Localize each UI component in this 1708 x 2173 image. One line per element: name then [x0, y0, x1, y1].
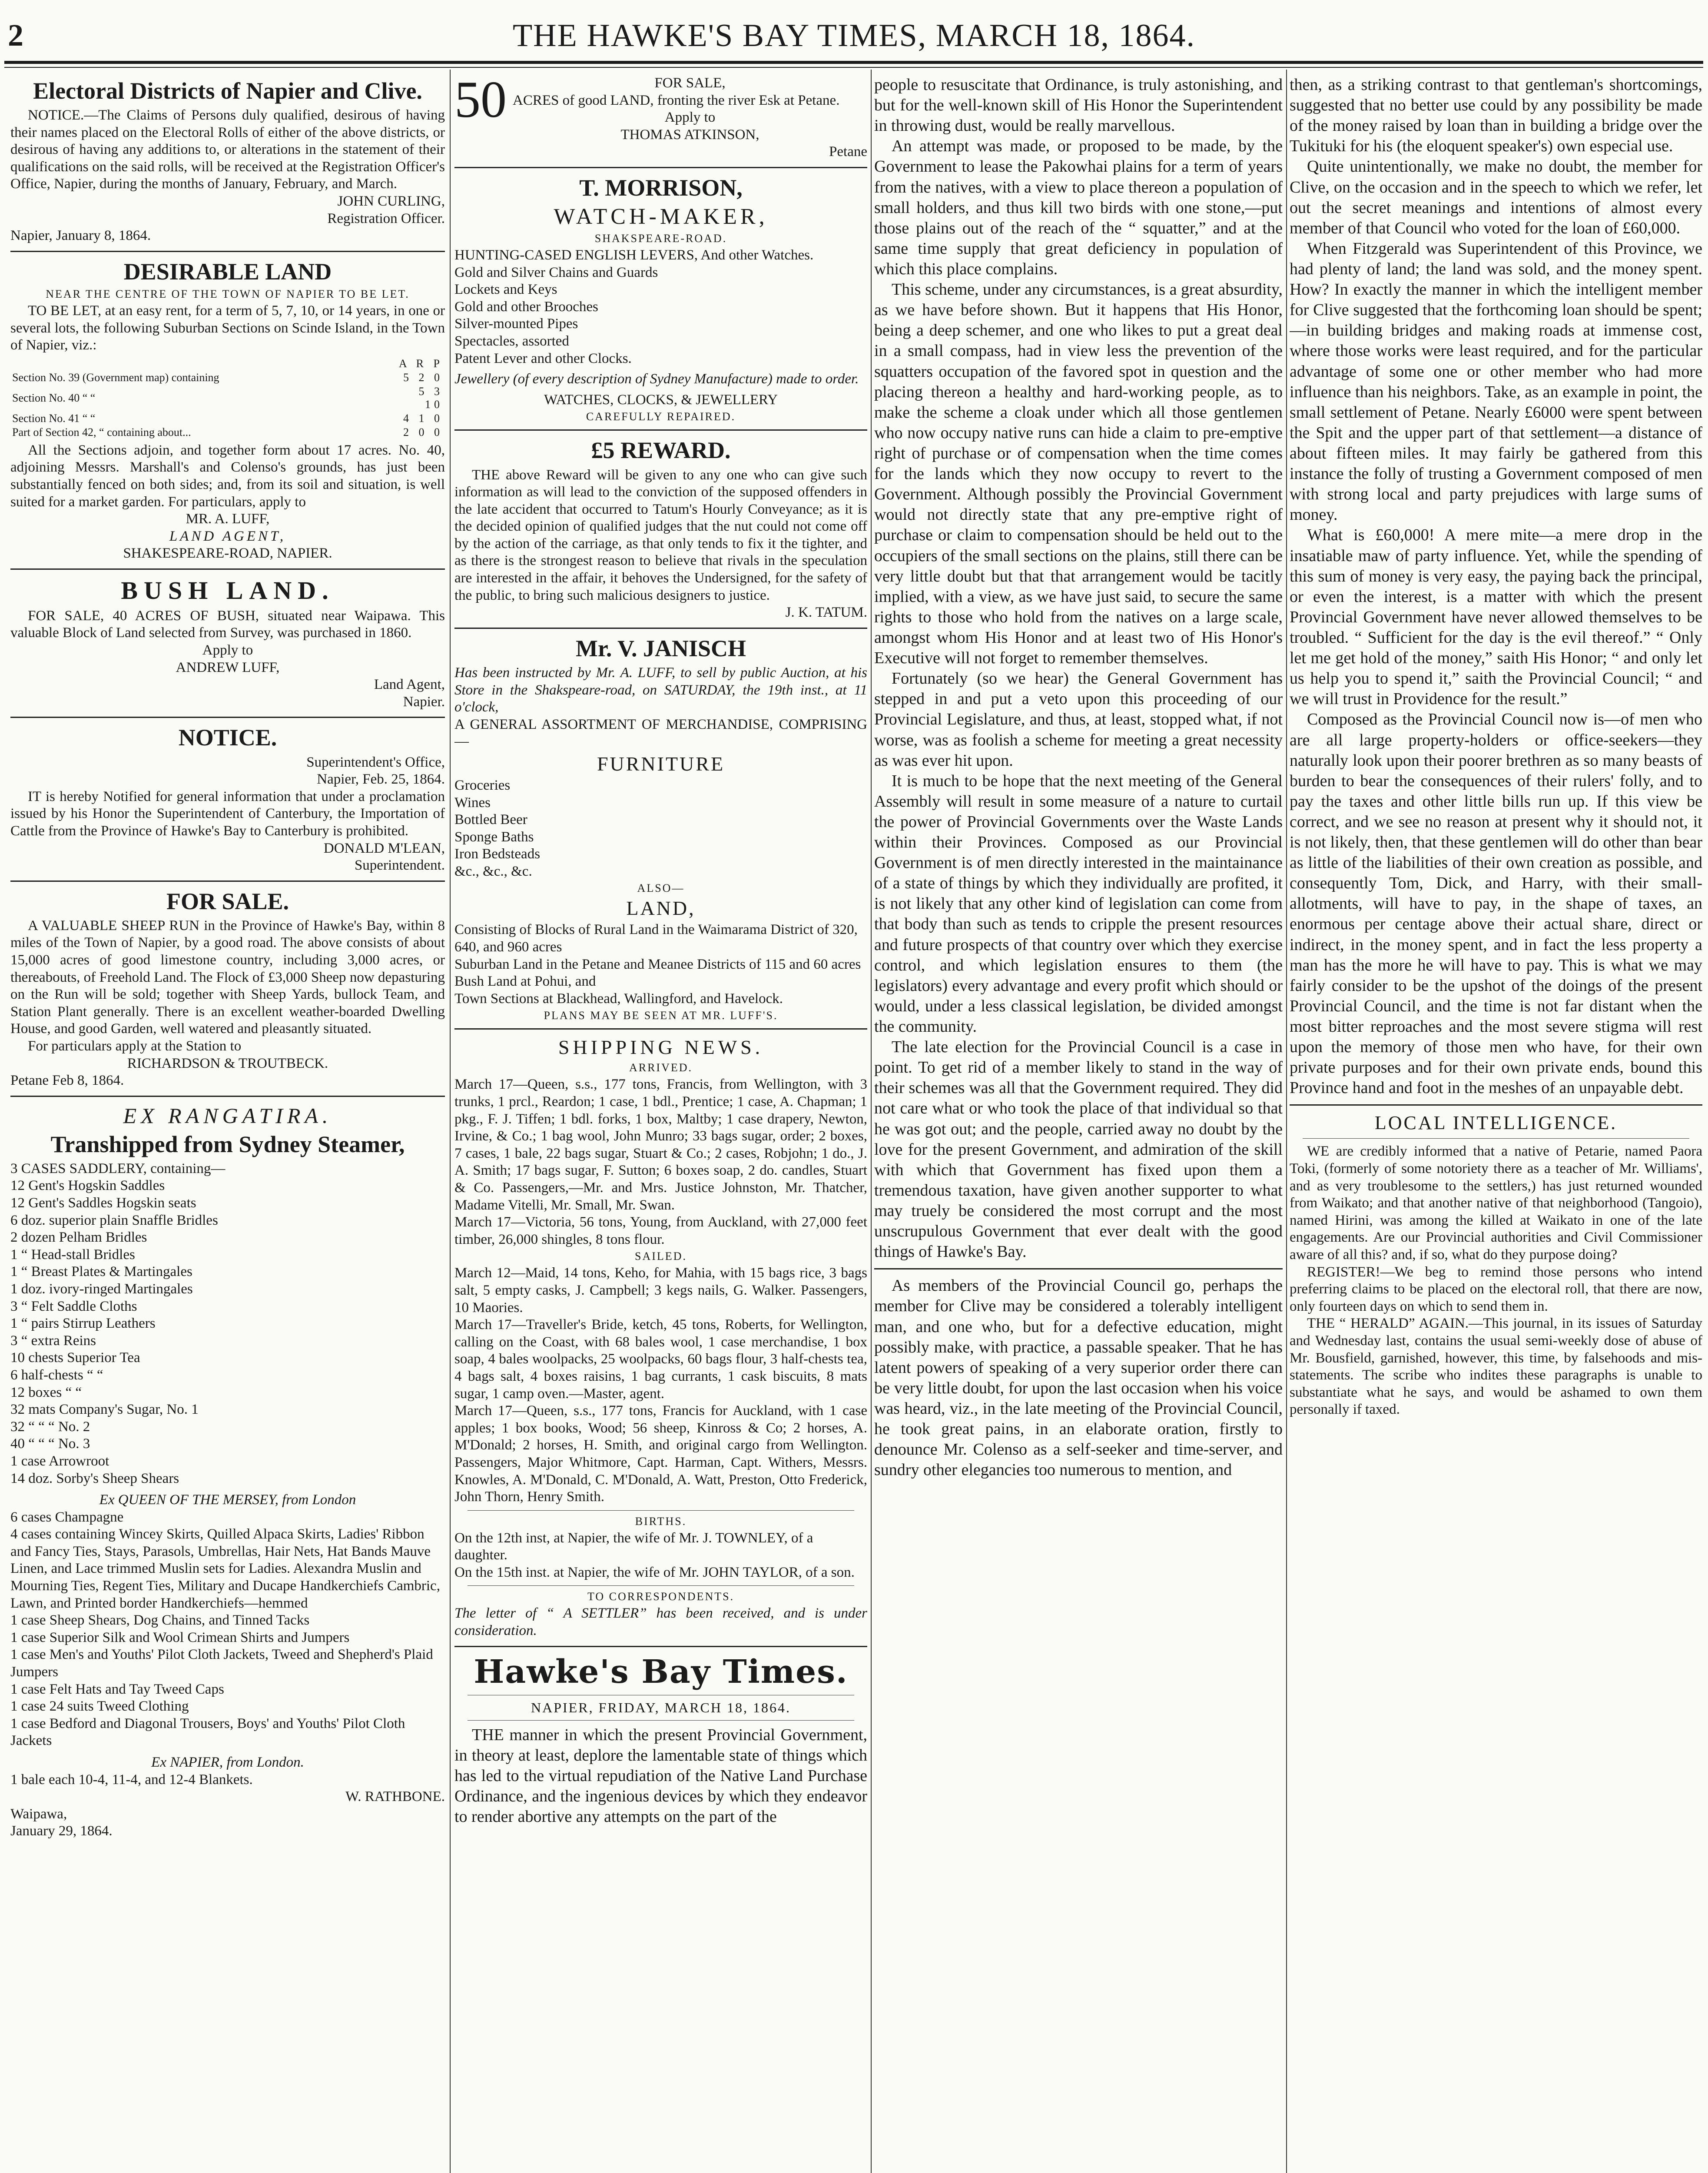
bush-land-ad	[10, 576, 445, 711]
correspondents-text: The letter of “ A SETTLER” has been received, and is under consideration.	[454, 1605, 867, 1639]
local-paragraph: THE “ HERALD” AGAIN.—This journal, in its issues of Saturday and Wednesday last, contains the usual semi-weekly dose of abuse of Mr. Bousfield, garnished, however, this time, by falsehoods and mis-statements. The scribe who indites these paragraphs is unable to substantiate what he says, and would be ashamed to own them personally if taxed.	[1290, 1316, 1702, 1418]
column-4	[1290, 75, 1702, 2173]
divider	[454, 628, 867, 629]
reward-signer: J. K. TATUM.	[785, 605, 867, 621]
bush-heading: BUSH LAND.	[121, 576, 335, 605]
reward-ad	[454, 437, 867, 621]
lot-label: Part of Section 42, “ containing about...	[12, 425, 191, 439]
morrison-footer: WATCHES, CLOCKS, & JEWELLERY	[544, 392, 778, 408]
janisch-plans: PLANS MAY BE SEEN AT MR. LUFF'S.	[544, 1009, 778, 1022]
article-paragraph: Fortunately (so we hear) the General Government has stepped in and put a veto upon this proceeding of our Provincial Legislature, and thus, at least, stopped what, if not worse, was as foolish a scheme for meeting a great necessity as was ever hit upon.	[874, 669, 1283, 770]
notice-body: IT is hereby Notified for general information that under a proclamation issued by his Honor the Superintendent of Canterbury, the Importation of Cattle from the Province of Hawke's Bay to Canterbury is prohibited.	[10, 788, 445, 839]
electoral-heading: Electoral Districts of Napier and Clive.	[33, 78, 422, 104]
local-paragraph: REGISTER!—We beg to remind those persons who intend preferring claims to be placed on the electoral roll, that there are now, only fourteen days on which to send them in.	[1290, 1264, 1702, 1314]
shipping-news	[454, 1036, 867, 1639]
article-paragraph: As members of the Provincial Council go, perhaps the member for Clive may be considered a tolerably intelligent man, and one who, but for a defective education, might possibly make, with practice, a passable speaker. That he has latent powers of speaking of a very superior order there can be very little doubt, for upon the last occasion when his voice was heard, viz., in the late meeting of the Provincial Council, he took great pains, in an elaborate oration, firstly to denounce Mr. Colenso as a self-seeker and time-server, and sundry other elegancies too numerous to mention, and	[874, 1276, 1283, 1479]
electoral-signer-title: Registration Officer.	[327, 210, 445, 226]
article-paragraph: When Fitzgerald was Superintendent of this Province, we had plenty of land; the land was sold, and the money spent. How? In exactly the manner in which the intelligent member for Clive suggested that the forthcoming loan should be spent;—in building bridges and making roads at immense cost, where those works were least required, and for the particular advantage of some one or other member who had more influence than his neighbors. Take, as an example in point, the small settlement of Petane. Nearly £6000 were spent between the Spit and the upper part of that settlement—a distance of about fifteen miles. It may fairly be gathered from this instance the folly of trusting a Government composed of men with strong local and party prejudices with large sums of money.	[1290, 239, 1702, 524]
fifty-signer: THOMAS ATKINSON,	[620, 126, 759, 143]
lot-value: 4 1 0	[403, 412, 443, 425]
divider	[10, 568, 445, 570]
for-sale-apply: For particulars apply at the Station to	[28, 1038, 242, 1054]
editorial-start: THE manner in which the present Provincial Government, in theory at least, deplore the lamentable state of things which has led to the virtual repudiation of the Native Land Purchase Ordinance, and the ingenious devices by which they endeavor to render abortive any attempts on the part of the	[454, 1725, 867, 1826]
page-number: 2	[8, 18, 23, 53]
table-row	[10, 425, 445, 439]
reward-heading: £5 REWARD.	[591, 437, 731, 464]
lot-value: 5 2 0	[403, 371, 443, 384]
rangatira-ad	[10, 1103, 445, 1840]
lot-value: 5 3 10	[418, 385, 443, 411]
sailed-text: March 12—Maid, 14 tons, Keho, for Mahia, with 15 bags rice, 3 bags salt, 5 empty casks, J. Campbell; 3 kegs nails, G. Walker. Passengers, 10 Maories. March 17—Traveller's Bride, ketch, 45 tons, Roberts, for Wellington, calling on the Coast, with 68 bales wool, 1 case merchandise, 1 box soap, 4 bales woolpacks, 25 woolpacks, 60 bags flour, 3 half-chests tea, 4 bags salt, 4 boxes raisins, 1 bag currants, 1 cask biscuits, 8 mats sugar, 1 camp oven.—Master, agent. March 17—Queen, s.s., 177 tons, Francis for Auckland, with 1 case apples; 1 box books, Wood; 56 sheep, Kinross & Co; 2 horses, A. M'Donald; 2 horses, H. Smith, and original cargo from Wellington. Passengers, Major Whitmore, Capt. Harman, Capt. Withers, Messrs. Knowles, A. M'Donald, C. M'Donald, A. Watt, Preston, Otto Frederick, John Thorn, Henry Smith.	[454, 1265, 867, 1505]
lot-label: Section No. 39 (Government map) containing	[12, 371, 219, 384]
desirable-subheading: NEAR THE CENTRE OF THE TOWN OF NAPIER TO BE LET.	[46, 287, 410, 300]
janisch-assortment: A GENERAL ASSORTMENT OF MERCHANDISE, COMPRISING—	[454, 716, 867, 750]
notice-ad	[10, 724, 445, 874]
divider	[468, 1585, 854, 1586]
births-label: BIRTHS.	[635, 1515, 687, 1528]
desirable-heading: DESIRABLE LAND	[123, 258, 332, 285]
table-row	[10, 371, 445, 385]
rangatira-subheading: Transhipped from Sydney Steamer,	[50, 1131, 405, 1157]
reward-body: THE above Reward will be given to any one who can give such information as will lead to the conviction of the supposed offenders in the late accident that occurred to Tatum's Hourly Conveyance; as it is the decided opinion of qualified judges that the nut could not come off by the action of the carriage, as that only tends to fix it the tighter, and as there is the strongest reason to believe that rivals in the speculation are interested in the affair, it behoves the Undersigned, for the safety of the public, to bring such malicious designers to justice.	[454, 467, 867, 603]
table-row	[10, 412, 445, 425]
morrison-heading-2: WATCH-MAKER,	[554, 204, 768, 229]
divider	[10, 880, 445, 882]
desirable-after: All the Sections adjoin, and together form about 17 acres. No. 40, adjoining Messrs. Marshall's and Colenso's grounds, has just been substantially fenced on both sides; and, from its soil and situation, is well suited for a market garden. For particulars, apply to	[10, 442, 445, 510]
column-divider	[1286, 70, 1287, 2173]
article-paragraph: people to resuscitate that Ordinance, is truly astonishing, and but for the well-known skill of His Honor the Superintendent in throwing dust, would be really marvellous.	[874, 76, 1283, 135]
births-text: On the 12th inst, at Napier, the wife of Mr. J. TOWNLEY, of a daughter. On the 15th inst. at Napier, the wife of Mr. JOHN TAYLOR, of a son.	[454, 1530, 855, 1580]
arrived-text: March 17—Queen, s.s., 177 tons, Francis, from Wellington, with 3 trunks, 1 prcl., Reardon; 1 case, 1 bdl., Prentice; 1 case, A. Chapman; 1 pkg., F. J. Tiffen; 1 bdl. forks, 1 box, Maltby; 1 case drapery, Newton, Irvine, & Co.; 1 bag wool, John Munro; 33 bags sugar, order; 2 boxes, 7 cases, 1 bale, 22 bags sugar, Stuart & Co.; 2 cases, Robjohn; 1 do., J. A. Smith; 17 bags sugar, F. Sutton; 6 boxes soap, 2 do. candles, Stuart & Co. Passengers,—Mr. and Mrs. Justice Johnston, Mr. Thatcher, Madame Vitelli, Mr. Small, Mr. Swan. March 17—Victoria, 56 tons, Young, from Auckland, with 27,000 feet timber, 26,000 shingles, 8 tons flour.	[454, 1077, 867, 1247]
fifty-body: ACRES of good LAND, fronting the river Esk at Petane.	[513, 92, 840, 108]
for-sale-ad	[10, 888, 445, 1090]
notice-date: Napier, Feb. 25, 1864.	[317, 771, 445, 787]
bush-apply: Apply to	[202, 642, 253, 658]
rangatira-heading: EX RANGATIRA.	[123, 1103, 332, 1128]
desirable-land-ad	[10, 258, 445, 562]
for-sale-signer: RICHARDSON & TROUTBECK.	[127, 1055, 328, 1071]
electoral-signer: JOHN CURLING,	[337, 193, 445, 209]
janisch-land-body: Consisting of Blocks of Rural Land in the Waimarama District of 320, 640, and 960 acres Suburban Land in the Petane and Meanee Districts of 115 and 60 acres Bush Land at Pohui, and Town Sections at Blackhead, Wallingford, and Havelock.	[454, 922, 861, 1007]
editorial-masthead	[454, 1653, 867, 1721]
correspondents-label: TO CORRESPONDENTS.	[587, 1590, 735, 1603]
column-divider	[450, 70, 451, 2173]
column-divider	[871, 70, 872, 2173]
divider	[468, 1510, 854, 1511]
lot-label: Section No. 40 “ “	[12, 391, 96, 404]
shipping-heading: SHIPPING NEWS.	[558, 1036, 764, 1059]
article-paragraph: Composed as the Provincial Council now is—of men who are all large property-holders or office-seekers—they naturally look upon their poorer brethren as so many beasts of burden to bear the consequences of their rulers' folly, and to pay the taxes and other little bills run up. If this view be correct, and we see no reason at present why it should not, it is not likely, then, that these gentlemen will do other than bear as little of the liabilities of their own creation as possible, and consequently Tom, Dick, and Harry, with their small-allotments, will have to pay, in the shape of taxes, an enormous per centage above their actual share, direct or indirect, in the money spent, and in fact the less property a man has the more he will have to pay. This is what we may fairly consider to be the upshot of the doings of the present Provincial Council, and the time is not far distant when the most bitter reproaches and the most severe stigma will rest upon the memory of those men who have, for their own private purposes and for their own private ends, bound this Province hand and foot in the meshes of an unpayable debt.	[1290, 710, 1702, 1097]
notice-signer-title: Superintendent.	[354, 857, 445, 874]
column-2	[454, 75, 867, 2173]
divider	[454, 1028, 867, 1030]
lot-value: 2 0 0	[403, 425, 443, 439]
janisch-intro: Has been instructed by Mr. A. LUFF, to sell by public Auction, at his Store in the Shakspeare-road, on SATURDAY, the 19th inst., at 11 o'clock,	[454, 665, 867, 715]
napier-heading: Ex NAPIER, from London.	[151, 1754, 304, 1770]
for-sale-date: Petane Feb 8, 1864.	[10, 1073, 124, 1089]
divider	[1290, 1104, 1702, 1106]
table-row	[10, 385, 445, 412]
desirable-signer-2: LAND AGENT,	[169, 528, 286, 544]
electoral-notice	[10, 77, 445, 245]
article-paragraph: Quite unintentionally, we make no doubt, the member for Clive, on the occasion and in the speech to which we refer, let out the secret meanings and intentions of almost every member of that Council who voted for the loan of £60,000.	[1290, 157, 1702, 237]
masthead	[0, 0, 1708, 74]
bush-signer-2: Land Agent,	[374, 677, 445, 693]
rangatira-signer: W. RATHBONE.	[345, 1789, 445, 1805]
fifty-number: 50	[454, 75, 507, 128]
morrison-footer-2: CAREFULLY REPAIRED.	[586, 410, 736, 423]
lots-table-head: A R P	[398, 357, 443, 370]
desirable-body: TO BE LET, at an easy rent, for a term of 5, 7, 10, or 14 years, in one or several lots, the following Suburban Sections on Scinde Island, in the Town of Napier, viz.:	[10, 302, 445, 353]
morrison-italic: Jewellery (of every description of Sydney Manufacture) made to order.	[454, 371, 859, 387]
local-intelligence-heading: LOCAL INTELLIGENCE.	[1374, 1112, 1618, 1134]
fifty-acres-ad	[454, 75, 867, 161]
lots-table	[10, 357, 445, 439]
bush-signer-3: Napier.	[403, 694, 445, 710]
article-paragraph: This scheme, under any circumstances, is a great absurdity, as we have before shown. But it happens that His Honor, being a deep schemer, and one who likes to put a great deal in a small compass, had in view less the prevention of the squatters occupation of the favored spot in question and the placing thereon a healthy and hard-working people, as to make the scheme a cloak under which all those gentlemen who now occupy native runs can hide a claim to pre-emptive right of purchase or of compensation when the time comes for the lands which they now occupy to revert to the Government. Although possibly the Provincial Government would not directly state that any pre-emptive right of purchase or claim to compensation should be held out to the occupiers of the small sections on the plains, still there can be very little doubt but that that arrangement would be tacitly implied, with a view, as we have just said, to secure the same rights to those who hold from the natives on a large scale, amongst whom His Honor and at least two of His Honor's Executive will not forget to remember themselves.	[874, 280, 1283, 668]
article-paragraph: What is £60,000! A mere mite—a mere drop in the insatiable maw of party influence. Yet, while the spending of this sum of money is very easy, the paying back the principal, or even the interest, is a matter with which the present Provincial Government have never allowed themselves to be troubled. “ Sufficient for the day is the evil thereof.” “ Only let me get hold of the money,” saith His Honor; “ and only let us help you to spend it,” saith the Provincial Council; “ and we will trust in Providence for the result.”	[1290, 526, 1702, 708]
lot-label: Section No. 41 “ “	[12, 412, 96, 425]
divider	[468, 1720, 854, 1721]
local-paragraph: WE are credibly informed that a native of Petarie, named Paora Toki, (formerly of some notoriety there as a teacher of Mr. Williams', and as very troublesome to the settlers,) has just returned wounded from Waikato; and that another native of that neighborhood (Tangoio), named Hirini, was among the killed at Waikato in one of the late engagements. Are our Provincial authorities and Civil Commissioner aware of all this? and, if so, what do they purpose doing?	[1290, 1143, 1702, 1263]
arrived-label: ARRIVED.	[629, 1061, 693, 1074]
divider	[1303, 1138, 1689, 1139]
article-paragraph: then, as a striking contrast to that gentleman's shortcomings, suggested that no better use could by any possibility be made of the money raised by loan than in building a bridge over the Tukituki for his (the eloquent speaker's) own especial use.	[1290, 76, 1702, 156]
column-3	[874, 75, 1283, 2173]
sailed-label: SAILED.	[635, 1250, 687, 1263]
fifty-apply: Apply to	[664, 110, 716, 126]
bush-signer: ANDREW LUFF,	[176, 659, 280, 675]
notice-signer: DONALD M'LEAN,	[323, 840, 445, 856]
morrison-heading: T. MORRISON,	[579, 174, 743, 201]
for-sale-heading: FOR SALE.	[166, 888, 289, 914]
rangatira-list: 3 CASES SADDLERY, containing— 12 Gent's Hogskin Saddles 12 Gent's Saddles Hogskin seats 6 doz. superior plain Snaffle Bridles 2 dozen Pelham Bridles 1 “ Head-stall Bridles 1 “ Breast Plates & Martingales 1 doz. ivory-ringed Martingales 3 “ Felt Saddle Cloths 1 “ pairs Stirrup Leathers 3 “ extra Reins 10 chests Superior Tea 6 half-chests “ “ 12 boxes “ “ 32 mats Company's Sugar, No. 1 32 “ “ “ No. 2 40 “ “ “ No. 3 1 case Arrowroot 14 doz. Sorby's Sheep Shears	[10, 1160, 226, 1486]
queen-list: 6 cases Champagne 4 cases containing Wincey Skirts, Quilled Alpaca Skirts, Ladies' Ribbon and Fancy Ties, Stays, Parasols, Umbrellas, Hair Nets, Hat Bands Mauve Linen, and Lace trimmed Muslin sets for Ladies. Alexandra Muslin and Mourning Ties, Regent Ties, Military and Ducape Handkerchiefs Cambric, Lawn, and Printed border Handkerchiefs—hemmed 1 case Sheep Shears, Dog Chains, and Tinned Tacks 1 case Superior Silk and Wool Crimean Shirts and Jumpers 1 case Men's and Youths' Pilot Cloth Jackets, Tweed and Shepherd's Plaid Jumpers 1 case Felt Hats and Tay Tweed Caps 1 case 24 suits Tweed Clothing 1 case Bedford and Diagonal Trousers, Boys' and Youths' Pilot Cloth Jackets	[10, 1509, 440, 1749]
divider	[10, 1096, 445, 1097]
electoral-body: NOTICE.—The Claims of Persons duly qualified, desirous of having their names placed on the Electoral Rolls of either of the above districts, or desirous of having any additions to, or alterations in the statement of their qualifications on the said rolls, will be received at the Registration Officer's Office, Napier, during the months of January, February, and March.	[10, 107, 445, 192]
newspaper-title: THE HAWKE'S BAY TIMES, MARCH 18, 1864.	[512, 18, 1196, 53]
column-1	[10, 75, 445, 2173]
janisch-furniture: FURNITURE	[597, 752, 725, 775]
electoral-date: Napier, January 8, 1864.	[10, 228, 151, 244]
notice-office: Superintendent's Office,	[306, 754, 445, 770]
editorial-dateline: NAPIER, FRIDAY, MARCH 18, 1864.	[531, 1699, 791, 1715]
napier-line: 1 bale each 10-4, 11-4, and 12-4 Blankets.	[10, 1771, 253, 1788]
desirable-signer-3: SHAKESPEARE-ROAD, NAPIER.	[123, 545, 332, 562]
divider	[10, 251, 445, 252]
article-paragraph: The late election for the Provincial Council is a case in point. To get rid of a member likely to stand in the way of their schemes was all that the Government required. They did not care what or who took the place of that individual so that he was got out; and the people, carried away no doubt by the love for the present Government, and admiration of the skill with which that Government has fixed upon them a tremendous taxation, have given another supporter to what may truely be considered the most corrupt and the most unscrupulous Government that ever dealt with the good things of Hawke's Bay.	[874, 1038, 1283, 1261]
rangatira-date: Waipawa, January 29, 1864.	[10, 1806, 113, 1839]
masthead-rule-thin	[4, 67, 1703, 68]
janisch-heading: Mr. V. JANISCH	[575, 635, 746, 661]
desirable-signer: MR. A. LUFF,	[186, 511, 270, 527]
editorial-title: Hawke's Bay Times.	[474, 1653, 848, 1691]
divider	[874, 1268, 1283, 1269]
queen-heading: Ex QUEEN OF THE MERSEY, from London	[99, 1492, 356, 1508]
divider	[10, 717, 445, 718]
divider	[454, 429, 867, 431]
fifty-heading: FOR SALE,	[654, 75, 726, 91]
janisch-also: ALSO—	[637, 882, 685, 895]
morrison-address: SHAKSPEARE-ROAD.	[594, 232, 727, 245]
notice-heading: NOTICE.	[178, 724, 277, 751]
bush-body: FOR SALE, 40 ACRES OF BUSH, situated near Waipawa. This valuable Block of Land selected from Survey, was purchased in 1860.	[10, 608, 445, 641]
janisch-land: LAND,	[626, 897, 696, 920]
article-paragraph: An attempt was made, or proposed to be made, by the Government to lease the Pakowhai plains for a term of years from the natives, with a view to place thereon a population of small holders, and thus kill two birds with one stone,—put those plains out of the reach of the “ squatter,” and at the same time supply that great deficiency in population of which this place complains.	[874, 137, 1283, 278]
divider	[454, 167, 867, 168]
article-paragraph: It is much to be hope that the next meeting of the General Assembly will result in some measure of a nature to curtail the power of Provincial Governments over the Waste Lands within their Provinces. Composed as our Provincial Government is of men directly interested in the maintainance of a state of things by which they individually are profited, it is not likely that any other kind of legislation can come from that body than such as tends to cripple the present resources and future prospects of that country over which they exercise control, and which legislation ensures to them (the legislators) every advantage and every profit which should or would, under a less classical legislation, be divided amongst the community.	[874, 771, 1283, 1036]
fifty-place: Petane	[829, 144, 867, 160]
janisch-ad	[454, 635, 867, 1023]
masthead-rule	[4, 61, 1703, 64]
janisch-list: Groceries Wines Bottled Beer Sponge Baths Iron Bedsteads &c., &c., &c.	[454, 777, 541, 879]
morrison-body: HUNTING-CASED ENGLISH LEVERS, And other Watches. Gold and Silver Chains and Guards Lockets and Keys Gold and other Brooches Silver-mounted Pipes Spectacles, assorted Patent Lever and other Clocks.	[454, 247, 814, 366]
divider	[454, 1646, 867, 1647]
morrison-ad	[454, 174, 867, 423]
for-sale-body: A VALUABLE SHEEP RUN in the Province of Hawke's Bay, within 8 miles of the Town of Napier, by a good road. The above consists of about 15,000 acres of good limestone country, including 3,000 acres, or thereabouts, of Freehold Land. The Flock of £3,000 Sheep now depasturing on the Run will be sold; together with Sheep Yards, bullock Team, and Station Plant generally. There is an excellent weather-boarded Dwelling House, and good Garden, well watered and pleasantly situated.	[10, 917, 445, 1037]
